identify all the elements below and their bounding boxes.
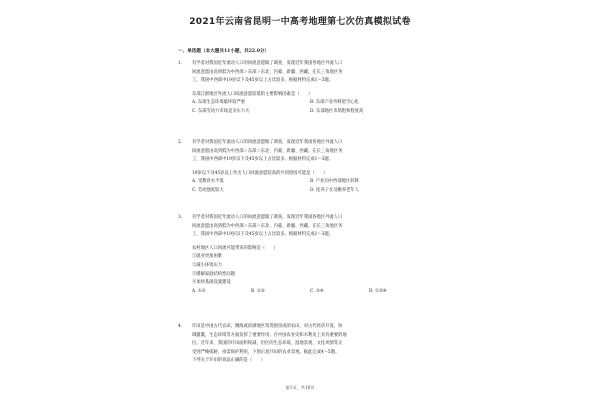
intro-line: 回流意愿由高到低为中西部＞东部＞东北、内蒙、新疆、西藏。在长三角地区务 bbox=[192, 148, 343, 154]
option-b[interactable]: B. 产业向中西部地区转移 bbox=[310, 179, 359, 185]
question-number: 3. bbox=[178, 215, 183, 220]
intro-line: 工，我国中西部中19岁以下及45岁以上占比较多。根据材料完成1～3题。 bbox=[192, 157, 334, 163]
option-c[interactable]: C. 东部劳动力市场竞争压力大 bbox=[192, 108, 250, 114]
intro-line: 工，我国中西部中19岁以下及45岁以上占比较多。根据材料完成1～3题。 bbox=[192, 78, 334, 84]
question-stem: 东部江浙地区外流人口回流意愿较低的主要影响因素是（ ） bbox=[192, 91, 313, 97]
question-stem: 农村地区人口回流可能带来的影响是（ ） bbox=[192, 245, 278, 251]
option-b[interactable]: B. ②③ bbox=[251, 288, 265, 294]
option-a[interactable]: A. 东部生态环境破坏较严重 bbox=[192, 100, 246, 106]
question-1 bbox=[178, 60, 426, 117]
page-footer: 第1页，共16页 bbox=[285, 385, 315, 390]
question-number: 1. bbox=[178, 61, 183, 66]
intro-line: 有学者对我国近年流动人口的回流意愿做了调查，发现近年我国各地区外流人口 bbox=[192, 140, 343, 145]
intro-line: 圩田是中国古代农田，濒海或滨湖地区筑堤围垦成的农田，对古代经济开发，协 bbox=[192, 324, 343, 329]
page-title: 2021年云南省昆明一中高考地理第七次仿真模拟试卷 bbox=[189, 17, 411, 27]
statement-item: ①就业更加困难 bbox=[192, 254, 223, 260]
question-3 bbox=[178, 214, 426, 296]
intro-line: 回流意愿由高到低为中西部＞东部＞东北、内蒙、新疆、西藏。在长三角地区务 bbox=[192, 69, 343, 75]
intro-line: 回流意愿由高到低为中西部＞东部＞东北、内蒙、新疆、西藏。在长三角地区务 bbox=[192, 223, 343, 229]
section-heading: 一、单选题（本大题共11小题，共22.0分） bbox=[178, 49, 270, 54]
option-a[interactable]: A. ①② bbox=[192, 288, 206, 294]
question-4 bbox=[178, 323, 426, 366]
statement-item: ④加快基础设施建设 bbox=[192, 280, 231, 286]
option-c[interactable]: C. 劳动强度较大 bbox=[192, 187, 224, 193]
intro-line: 受到严峻威胁，亟需保护利用，下图示意圩田的农业景观。据此完成4～5题。 bbox=[192, 349, 340, 355]
intro-line: 位。近年来，我国的圩田面积锐减，但区的生态环境、湿地景观、文化风情等正 bbox=[192, 341, 343, 347]
option-c[interactable]: C. ③④ bbox=[310, 288, 324, 294]
option-d[interactable]: D. ①③④ bbox=[369, 288, 387, 294]
intro-line: 有学者对我国近年流动人口的回流意愿做了调查，发现近年我国各地区外流人口 bbox=[192, 215, 343, 220]
option-d[interactable]: D. 东部地区市场饱和程度高 bbox=[310, 108, 364, 114]
question-number: 4. bbox=[178, 324, 183, 329]
question-stem: 19岁以下及45岁以上外出人口回流意愿较高的共同原因可能是（ ） bbox=[192, 170, 328, 176]
intro-line: 调灌溉，生态环境等方面发挥了重要作用。在中国农业史和水利史上具有重要的地 bbox=[192, 332, 347, 338]
question-2 bbox=[178, 139, 426, 196]
option-d[interactable]: D. 抚养子女及赡养老年人 bbox=[310, 187, 359, 193]
question-stem: 下列关于圩田的说法正确的是（ ） bbox=[192, 358, 266, 364]
statement-item: ③缓解家庭结构性问题 bbox=[192, 271, 235, 277]
option-b[interactable]: B. 东部产业外移留空心化 bbox=[310, 100, 359, 106]
statement-item: ②减小环境压力 bbox=[192, 262, 223, 268]
question-number: 2. bbox=[178, 140, 183, 145]
option-a[interactable]: A. 受教育水平低 bbox=[192, 179, 224, 185]
intro-line: 有学者对我国近年流动人口的回流意愿做了调查，发现近年我国各地区外流人口 bbox=[192, 61, 343, 66]
intro-line: 工，我国中西部中19岁以下及45岁以上占比较多。根据材料完成1～3题。 bbox=[192, 232, 334, 238]
